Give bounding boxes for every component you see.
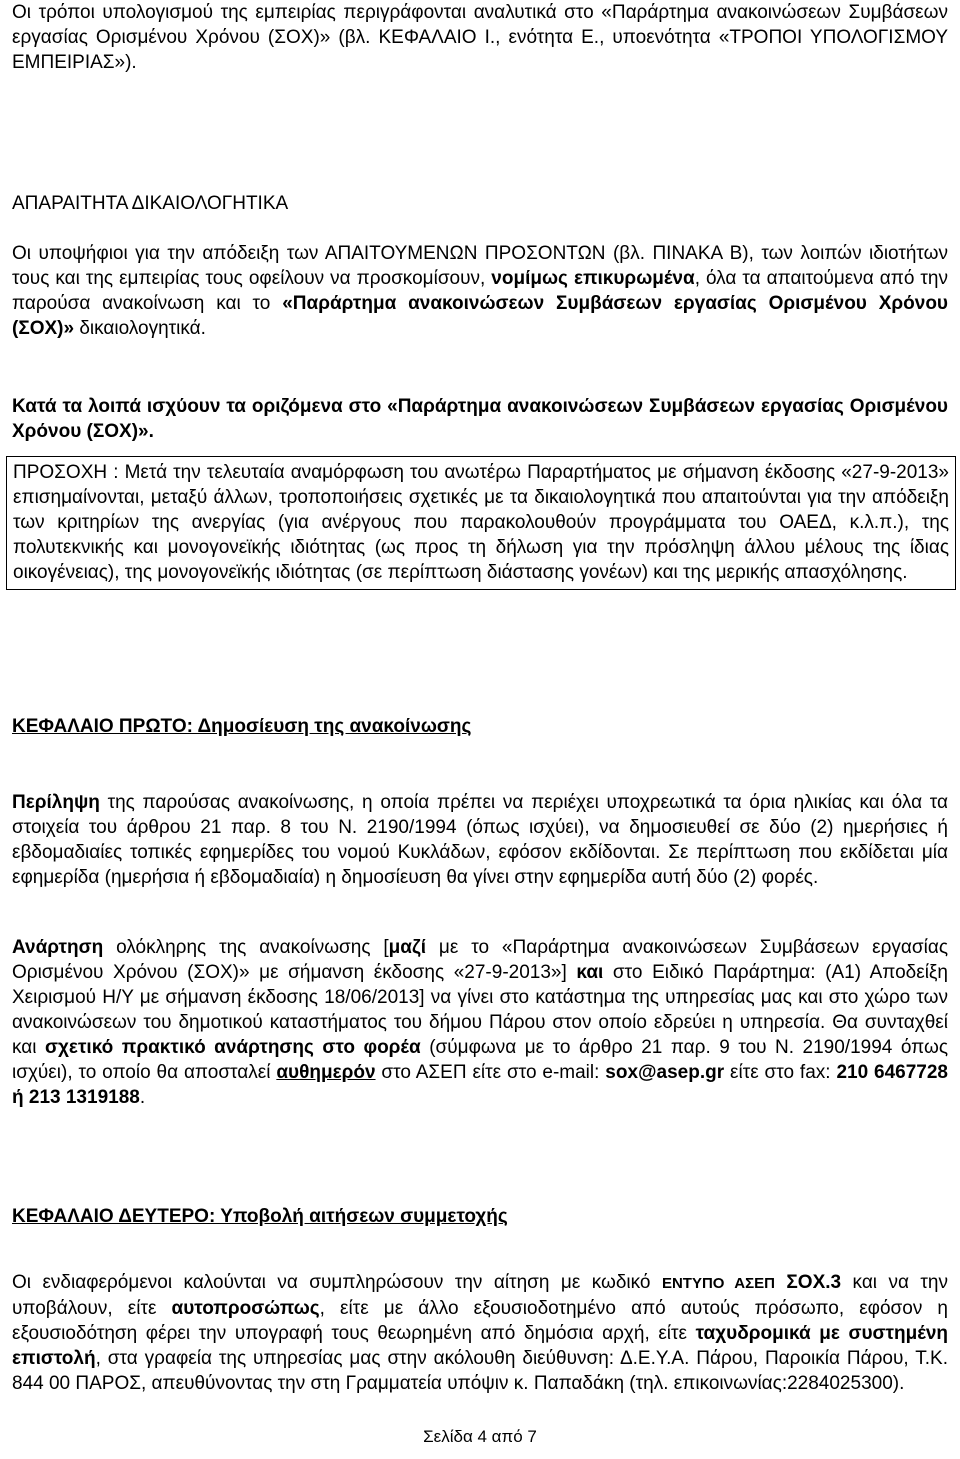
summary-body: της παρούσας ανακοίνωσης, η οποία πρέπει να περιέχει υποχρεωτικά τα όρια ηλικίας και όλα τα στοιχεία του άρθρου 21 παρ. 8 του Ν. 2190/1994 (όπως ισχύει), να δημοσιευθεί σε δύο (2) ημερήσιες ή εβδομαδιαίες τοπικές εφημερίδες του νομού Κυκλάδων, εφόσον εκδίδονται. Σε περίπτωση που εκδίδεται μία εφημερίδα (ημερήσια ή εβδομαδιαία) η δημοσίευση θα γίνει στην εφημερίδα αυτή δύο (2) φορές. (12, 792, 948, 888)
annex-validity-text: Κατά τα λοιπά ισχύουν τα οριζόμενα στο «Παράρτημα ανακοινώσεων Συμβάσεων εργασίας Ορισμένου Χρόνου (ΣΟΧ)». (12, 396, 948, 442)
submission-text-part: , είτε με άλλο εξουσιοδοτημένο από αυτούς πρόσωπο, εφόσον η εξουσιοδότηση φέρει την υπογραφή τους θεωρημένη από δημόσια αρχή, είτε (12, 1298, 949, 1344)
posting-email[interactable]: sox@asep.gr (605, 1062, 725, 1083)
form-code-prefix: ΕΝΤΥΠΟ ΑΣΕΠ (661, 1275, 775, 1292)
posting-text-part: . (139, 1087, 146, 1108)
posting-label: Ανάρτηση (12, 937, 104, 958)
documents-paragraph (12, 241, 948, 341)
chapter-one-heading-text: ΚΕΦΑΛΑΙΟ ΠΡΩΤΟ: Δημοσίευση της ανακοίνωσης (12, 716, 472, 737)
summary-label: Περίληψη (12, 792, 100, 813)
submission-text-part: και να την υποβάλουν, είτε (12, 1272, 948, 1319)
documents-annex-phrase: «Παράρτημα ανακοινώσεων Συμβάσεων εργασίας Ορισμένου Χρόνου (ΣΟΧ)» (12, 293, 948, 339)
submission-text-part: Οι ενδιαφερόμενοι καλούνται να συμπληρώσουν την αίτηση με κωδικό (12, 1272, 662, 1293)
registered-mail-phrase: ταχυδρομικά με συστημένη επιστολή (12, 1323, 948, 1369)
page-footer (0, 1424, 960, 1449)
in-person-word: αυτοπροσώπως (171, 1298, 320, 1319)
annex-validity-paragraph (12, 394, 948, 444)
chapter-two-heading-text: ΚΕΦΑΛΑΙΟ ΔΕΥΤΕΡΟ: Υποβολή αιτήσεων συμμετοχής (12, 1206, 508, 1227)
summary-text (12, 790, 948, 890)
documents-text-part: , όλα τα απαιτούμενα από την παρούσα ανακοίνωση και το (12, 268, 949, 314)
documents-heading-text: ΑΠΑΡΑΙΤΗΤΑ ΔΙΚΑΙΟΛΟΓΗΤΙΚΑ (12, 193, 289, 214)
posting-text-part: στο ΑΣΕΠ είτε στο e-mail: (375, 1062, 606, 1083)
posting-text-part: στο Ειδικό Παράρτημα: (Α1) Αποδείξη Χειρισμού Η/Υ με σήμανση έκδοσης 18/06/2013] να γίνει στο κατάστημα της υπηρεσίας μας και στο χώρο των ανακοινώσεων του δημοτικού καταστήματος του δήμου Πάρου στον οποίο εδρεύει η υπηρεσία. Θα συνταχθεί και (12, 962, 948, 1058)
documents-text-part: Οι υποψήφιοι για την απόδειξη των ΑΠΑΙΤΟΥΜΕΝΩΝ ΠΡΟΣΟΝΤΩΝ (βλ. ΠΙΝΑΚΑ Β), των λοιπών ιδιοτήτων τους και της εμπειρίας τους οφείλουν να προσκομίσουν, (12, 243, 948, 289)
posting-text-part: ολόκληρης της ανακοίνωσης [ (103, 937, 389, 958)
intro-paragraph (12, 0, 948, 75)
posting-record-phrase: σχετικό πρακτικό ανάρτησης στο φορέα (44, 1037, 421, 1058)
form-code: ΣΟΧ.3 (786, 1272, 842, 1293)
posting-text-part: με το «Παράρτημα ανακοινώσεων Συμβάσεων εργασίας Ορισμένου Χρόνου (ΣΟΧ)» με σήμανση έκδοσης «27-9-2013»] (12, 937, 948, 983)
documents-certified-phrase: νομίμως επικυρωμένα (491, 268, 695, 289)
posting-text-part: είτε στο fax: (724, 1062, 837, 1083)
attention-box (6, 456, 956, 590)
chapter-two-heading (12, 1204, 948, 1229)
posting-and-word: και (576, 962, 604, 983)
submission-text-part: , στα γραφεία της υπηρεσίας μας στην ακόλουθη διεύθυνση: Δ.Ε.Υ.Α. Πάρου, Παροικία Πάρου, Τ.Κ. 844 00 ΠΑΡΟΣ, απευθύνοντας την στη Γραμματεία υπόψιν κ. Παπαδάκη (τηλ. επικοινωνίας:2284025300). (12, 1348, 948, 1394)
attention-text (13, 460, 949, 585)
posting-text-part: (σύμφωνα με το άρθρο 21 παρ. 9 του Ν. 2190/1994 όπως ισχύει), το οποίο θα αποσταλεί (12, 1037, 948, 1083)
documents-text (12, 241, 948, 341)
attention-body: : Μετά την τελευταία αναμόρφωση του ανωτέρω Παραρτήματος με σήμανση έκδοσης «27-9-2013» επισημαίνονται, μεταξύ άλλων, τροποποιήσεις σχετικές με τα δικαιολογητικά που απαιτούνται για την απόδειξη των κριτηρίων της ανεργίας (για ανέργους που παρακολουθούν προγράμματα του ΟΑΕΔ, κ.λ.π.), της πολυτεκνικής και μονογονεϊκής ιδιότητας (ως προς τη δήλωση για την πρόσληψη άλλου μέλους της ίδιας οικογένειας), της μονογονεϊκής ιδιότητας (σε περίπτωση διάστασης γονέων) και της μερικής απασχόλησης. (13, 462, 949, 583)
posting-fax-numbers: 210 6467728 ή 213 1319188 (12, 1062, 948, 1108)
posting-text (12, 935, 948, 1110)
submission-paragraph (12, 1270, 948, 1396)
posting-together-word: μαζί (388, 937, 427, 958)
intro-text: Οι τρόποι υπολογισμού της εμπειρίας περιγράφονται αναλυτικά στο «Παράρτημα ανακοινώσεων Συμβάσεων εργασίας Ορισμένου Χρόνου (ΣΟΧ)» (βλ. ΚΕΦΑΛΑΙΟ Ι., ενότητα Ε., υποενότητα «ΤΡΟΠΟΙ ΥΠΟΛΟΓΙΣΜΟΥ ΕΜΠΕΙΡΙΑΣ»). (12, 2, 948, 73)
attention-label: ΠΡΟΣΟΧΗ (13, 462, 108, 483)
documents-text-part: δικαιολογητικά. (74, 318, 206, 339)
chapter-one-heading (12, 714, 948, 739)
page-number: Σελίδα 4 από 7 (423, 1427, 537, 1446)
posting-paragraph (12, 935, 948, 1110)
submission-text (12, 1270, 948, 1396)
posting-same-day-word: αυθημερόν (276, 1062, 376, 1083)
documents-heading (12, 191, 948, 216)
summary-paragraph (12, 790, 948, 890)
